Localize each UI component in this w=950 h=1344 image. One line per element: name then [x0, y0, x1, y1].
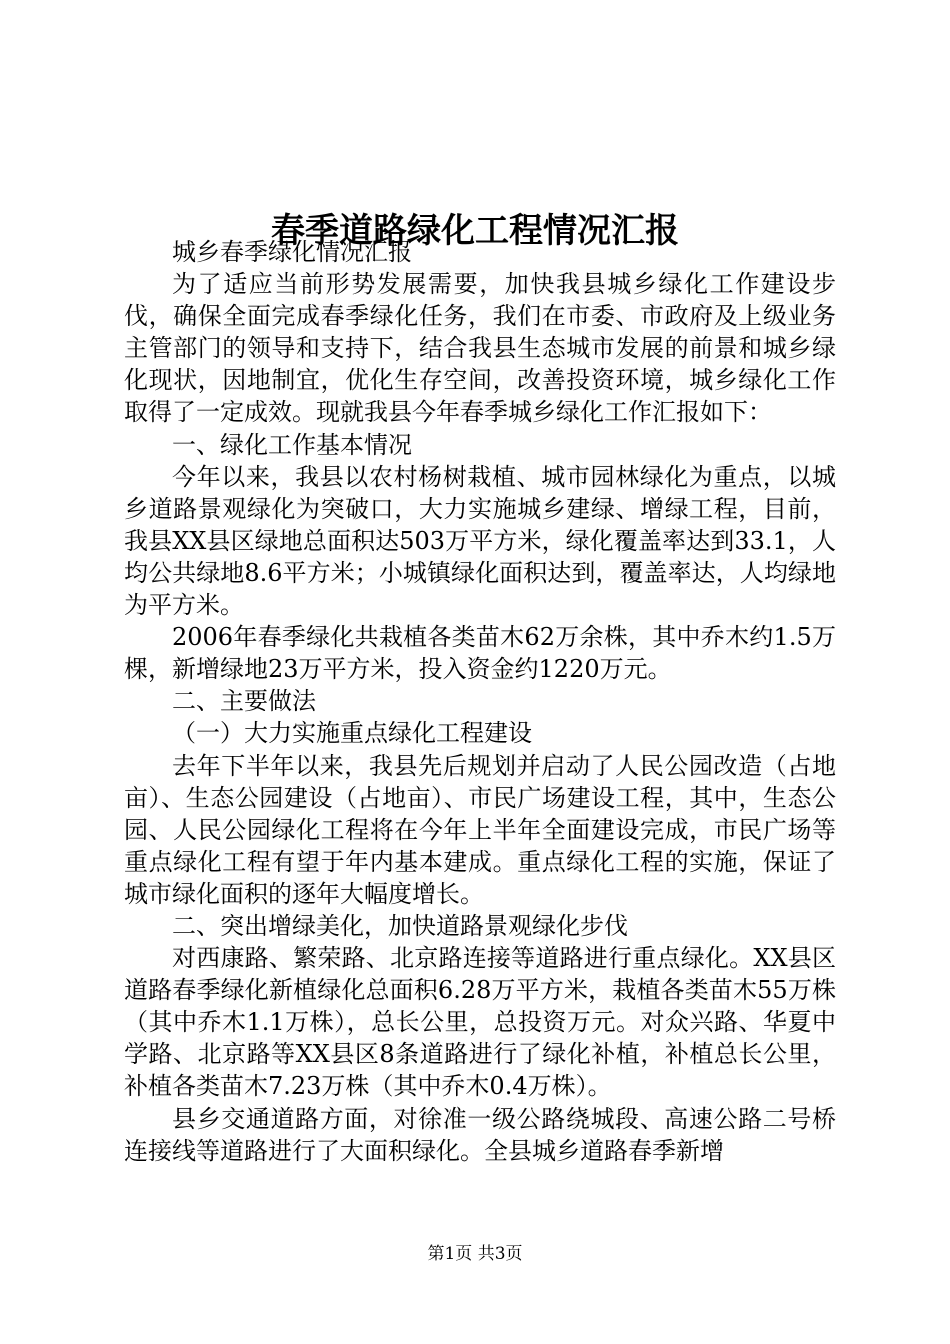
section-heading-basic-situation: 一、绿化工作基本情况 — [172, 430, 412, 459]
document-body — [124, 236, 836, 1167]
paragraph-road-greening: 对西康路、繁荣路、北京路连接等道路进行重点绿化。XX县区道路春季绿化新植绿化总面积6.28万平方米，栽植各类苗木55万株（其中乔木1.1万株），总长公里，总投资万元。对众兴路、华夏中学路、北京路等XX县区8条道路进行了绿化补植，补植总长公里，补植各类苗木7.23万株（其中乔木0.4万株）。 — [124, 944, 836, 1101]
paragraph-2006-planting: 2006年春季绿化共栽植各类苗木62万余株，其中乔木约1.5万棵，新增绿地23万平方米，投入资金约1220万元。 — [124, 623, 836, 684]
paragraph-subtitle: 城乡春季绿化情况汇报 — [172, 238, 412, 266]
page-number-footer: 第1页 共3页 — [427, 1244, 523, 1264]
section-heading-road-greening: 二、突出增绿美化，加快道路景观绿化步伐 — [172, 911, 628, 940]
section-heading-main-practices: 二、主要做法 — [172, 687, 316, 716]
paragraph-intro: 为了适应当前形势发展需要，加快我县城乡绿化工作建设步伐，确保全面完成春季绿化任务，我们在市委、市政府及上级业务主管部门的领导和支持下，结合我县生态城市发展的前景和城乡绿化现状，因地制宜，优化生存空间，改善投资环境，城乡绿化工作取得了一定成效。现就我县今年春季城乡绿化工作汇报如下： — [124, 270, 836, 427]
paragraph-county-roads: 县乡交通道路方面，对徐准一级公路绕城段、高速公路二号桥连接线等道路进行了大面积绿化。全县城乡道路春季新增 — [124, 1104, 836, 1165]
paragraph-basic-situation: 今年以来，我县以农村杨树栽植、城市园林绿化为重点，以城乡道路景观绿化为突破口，大力实施城乡建绿、增绿工程，目前，我县XX县区绿地总面积达503万平方米，绿化覆盖率达到33.1，人均公共绿地8.6平方米；小城镇绿化面积达到，覆盖率达，人均绿地为平方米。 — [124, 462, 836, 620]
document-title: 春季道路绿化工程情况汇报 — [271, 210, 679, 251]
subsection-heading-key-projects: （一）大力实施重点绿化工程建设 — [172, 719, 532, 748]
paragraph-key-projects: 去年下半年以来，我县先后规划并启动了人民公园改造（占地亩）、生态公园建设（占地亩）、市民广场建设工程，其中，生态公园、人民公园绿化工程将在今年上半年全面建设完成，市民广场等重点绿化工程有望于年内基本建成。重点绿化工程的实施，保证了城市绿化面积的逐年大幅度增长。 — [124, 751, 836, 908]
